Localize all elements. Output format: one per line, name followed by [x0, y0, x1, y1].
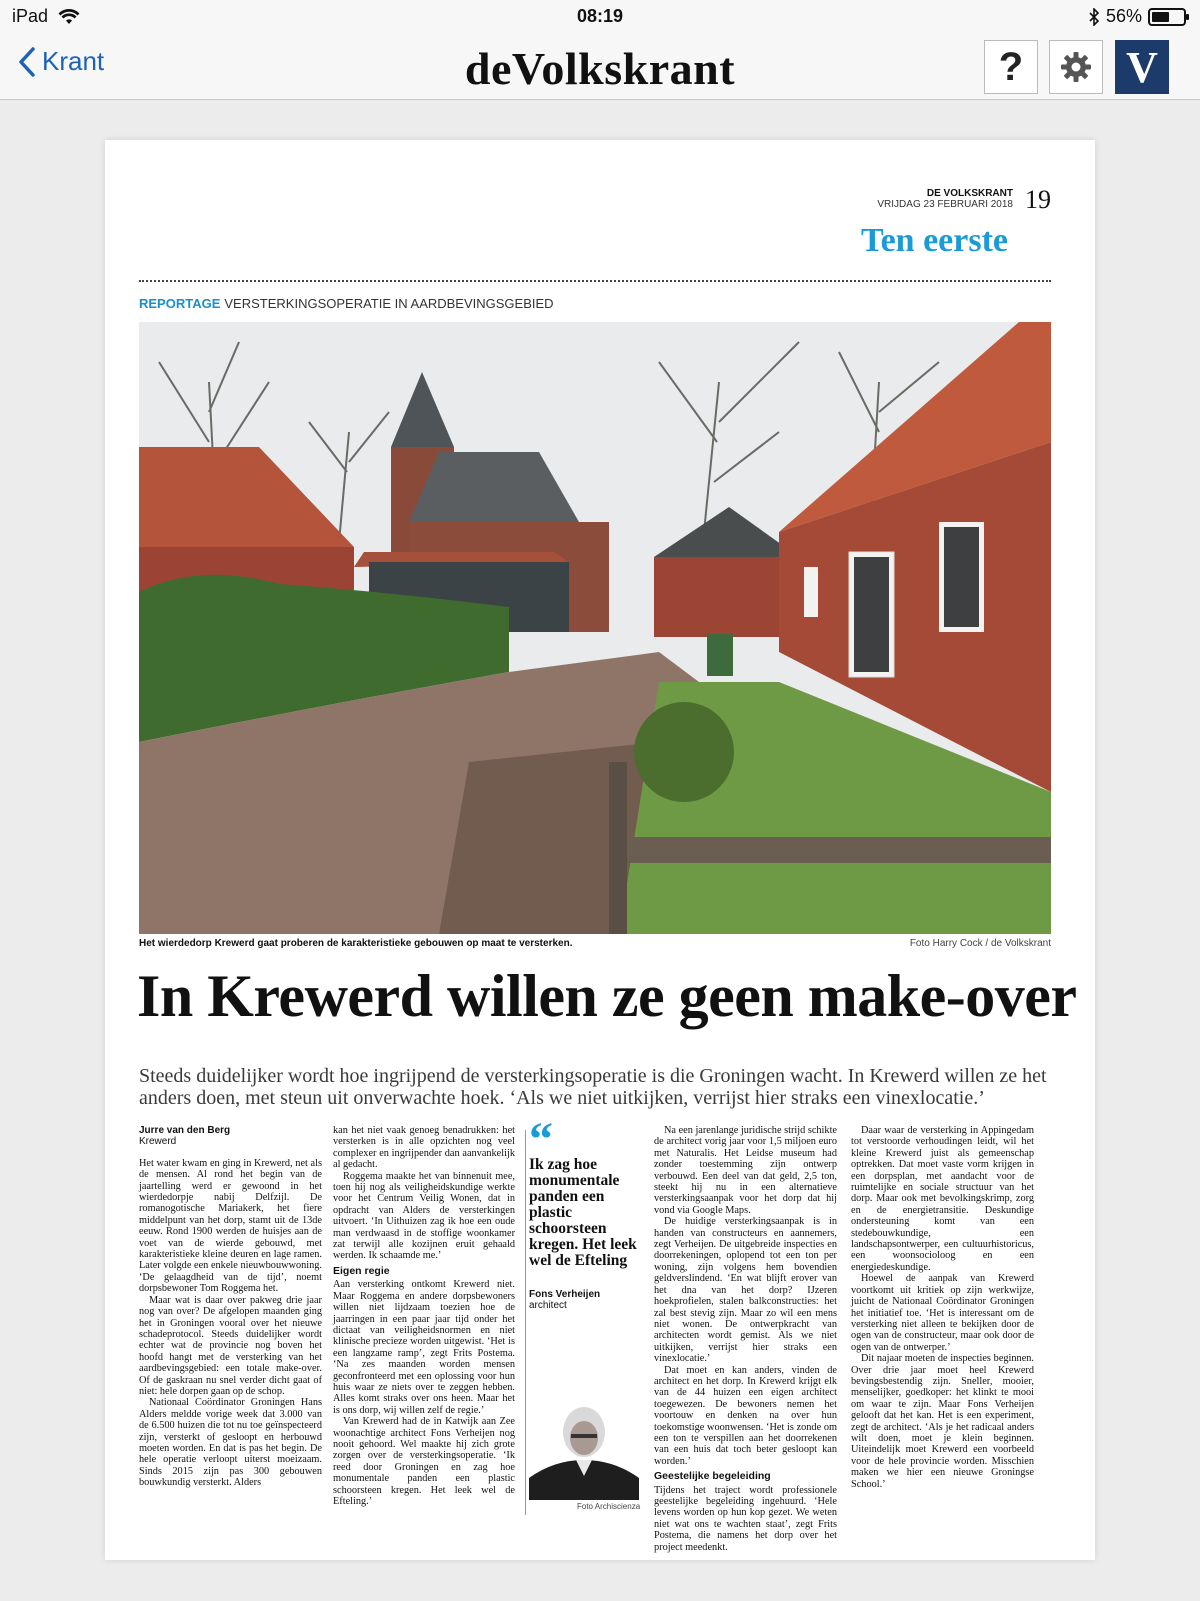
kicker	[139, 296, 554, 311]
paragraph: Dat moet en kan anders, vinden de architect en het dorp. In Krewerd krijgt elk van de 44 huizen een eigen architect toegewezen. De bewoners nemen het voortouw en denken na over hun toekomstige woonwensen. ‘Het is zonde om een ton te verspillen aan het doorrekenen van een huis dat toch beter gesloopt kan worden.’	[654, 1364, 837, 1467]
navigation-bar	[0, 32, 1200, 100]
paragraph: Hoewel de aanpak van Krewerd voortkomt uit kritiek op zijn werkwijze, juicht de Nationaal Coördinator Groningen het initiatief toe. ‘Het is interessant om de versterking niet alleen te bekijken door de ogen van de constructeur, maar ook door de ogen van de ontwerper.’	[851, 1273, 1034, 1353]
divider	[139, 280, 1051, 282]
paragraph: Maar wat is daar over pakweg drie jaar nog van over? De afgelopen maanden ging het in Groningen vooral over het nieuwe schadeprotocol. Steeds duidelijker wordt echter wat de provincie nog boven het hoofd hangt met de versterking van het aardbevingsgebied: een totale make-over. Of de gaskraan nu snel verder dicht gaat of niet: hele dorpen gaan op de schop.	[139, 1294, 322, 1397]
help-button[interactable]: ?	[984, 40, 1038, 94]
newspaper-page	[105, 140, 1095, 1560]
device-name: iPad	[12, 6, 49, 26]
publication-date: VRIJDAG 23 FEBRUARI 2018	[877, 199, 1013, 210]
bluetooth-icon	[1088, 8, 1100, 26]
subheading: Eigen regie	[333, 1264, 390, 1277]
pull-quote	[529, 1113, 639, 1312]
settings-button[interactable]	[1049, 40, 1103, 94]
caption-text: Het wierdedorp Krewerd gaat proberen de karakteristieke gebouwen op maat te versterken.	[139, 938, 573, 949]
paragraph: Aan versterking ontkomt Krewerd niet. Maar Roggema en andere dorpsbewoners willen niet lijdzaam toezien hoe de jaarringen in een paar jaar tijd onder het dictaat van veiligheidsnormen en niet klinische precieze worden uitgewist. ‘Het is een langzame ramp’, zegt Frits Postema. ‘Na zes maanden worden mensen geconfronteerd met een oplossing voor hun huis waar ze niets over te zeggen hebben. Alles komt straks over ons heen. Maar het is ons dorp, wij willen zelf de regie.’	[333, 1279, 515, 1416]
quote-role: architect	[529, 1300, 567, 1312]
kicker-text: VERSTERKINGSOPERATIE IN AARDBEVINGSGEBIED	[224, 296, 554, 311]
page-header	[877, 188, 1013, 210]
village-street-photo	[139, 322, 1051, 934]
article-column-1	[139, 1125, 322, 1489]
paragraph: Tijdens het traject wordt professionele geestelijke begeleiding ingehuurd. ‘Hele levens worden op hun kop gezet. We weten niet wat ons te wachten staat’, zegt Frits Postema, die namens het dorp over het project meedenkt.	[654, 1484, 837, 1553]
volkskrant-home-button[interactable]: V	[1115, 40, 1169, 94]
publication-name: DE VOLKSKRANT	[926, 188, 1013, 199]
paragraph: De huidige versterkingsaanpak is in handen van constructeurs en aannemers, zegt Verheijen. De uitgebreide inspecties en doorrekeningen, oplopend tot een ton per woning, zijn volgens hem bovendien geldverslindend. ‘En wat blijft erover van het dna van het dorp? IJzeren hoekprofielen, stalen balkconstructies: het zal best stevig zijn. Maar zo wil een mens niet wonen. De ontwerpkracht van architecten wordt gemist. Als we niet uitkijken, verrijst hier straks een vinexlocatie.’	[654, 1216, 837, 1365]
battery-percentage: 56%	[1105, 6, 1142, 26]
battery-icon	[1148, 8, 1186, 26]
kicker-label: REPORTAGE	[139, 296, 221, 311]
paragraph: Nationaal Coördinator Groningen Hans Alders meldde vorige week dat 3.000 van de 6.500 huizen die tot nu toe geïnspecteerd zijn, versterkt of gesloopt en herbouwd moeten worden. En dat is pas het begin. De hele operatie verloopt uiterst moeizaam. Sinds 2015 zijn pas 300 gebouwen bouwkundig versterkt. Alders	[139, 1397, 322, 1489]
clock: 08:19	[576, 6, 624, 26]
back-label: Krant	[42, 46, 105, 76]
page-number: 19	[1025, 185, 1051, 214]
column-divider	[525, 1130, 526, 1515]
portrait-image	[529, 1398, 639, 1500]
status-bar	[0, 0, 1200, 32]
dateline: Krewerd	[139, 1136, 177, 1148]
photo-caption	[139, 938, 1051, 949]
headline: In Krewerd willen ze geen make-over	[137, 963, 1077, 1029]
intro-text: Steeds duidelijker wordt hoe ingrijpend de versterkingsoperatie is die Groningen wacht. In Krewerd willen ze het anders doen, met steun uit onverwachte hoek. ‘Als we niet uitkijken, verrijst hier straks een vinexlocatie.’	[139, 1065, 1047, 1109]
gear-icon	[1059, 50, 1093, 84]
author-name: Jurre van den Berg	[139, 1125, 231, 1136]
paragraph: Van Krewerd had de in Katwijk aan Zee woonachtige architect Fons Verheijen nog nooit gehoord. Wel maakte hij zich grote zorgen over de versterkingsoperatie. ‘Ik reed door Groningen en zag hoe monumentale panden een plastic schoorsteen kregen. Het leek wel de Efteling.’	[333, 1416, 515, 1507]
paragraph: Roggema maakte het van binnenuit mee, toen hij nog als veiligheidskundige werkte voor het Centrum Veilig Wonen, dat in opdracht van Alders de versterkingen uitvoert. ‘In Uithuizen zag ik hoe een oude man verdwaasd in de stoffige woonkamer zat terwijl alle kozijnen eruit gehaald werden. Ik schaamde me.’	[333, 1170, 515, 1262]
subheading: Geestelijke begeleiding	[654, 1470, 771, 1483]
paragraph: Na een jarenlange juridische strijd schikte de architect vorig jaar voor 1,5 miljoen euro met Naturalis. Het Leidse museum had zonder toestemming zijn ontwerp verbouwd. Een deel van dat geld, 2,5 ton, steekt hij nu in een alternatieve versterkingsaanpak voor het dorp dat hij vond via Google Maps.	[654, 1125, 837, 1216]
photo-credit: Foto Harry Cock / de Volkskrant	[909, 938, 1051, 949]
main-photo	[139, 322, 1051, 934]
portrait-credit: Foto Archiscienza	[577, 1502, 641, 1511]
paragraph: Dit najaar moeten de inspecties beginnen. Over drie jaar moet heel Krewerd bevingsbestendig zijn. Sneller, mooier, menselijker, goedkoper: het klinkt te mooi om waar te zijn. Maar Fons Verheijen gelooft dat het kan. Het is een experiment, zegt de architect. ‘Als je het radicaal anders wilt doen, moet je klein beginnen. Uiteindelijk moet Krewerd een voorbeeld voor de hele provincie worden. Misschien maken we hier een nieuwe Groningse School.’	[851, 1353, 1034, 1490]
portrait-photo	[529, 1398, 639, 1500]
quote-icon: “	[529, 1113, 553, 1166]
paragraph: kan het niet vaak genoeg benadrukken: het versterken is in alle opzichten nog veel complexer en ingrijpender dan aanvankelijk al gedacht.	[333, 1125, 515, 1171]
article-column-5	[851, 1125, 1034, 1490]
paragraph: Het water kwam en ging in Krewerd, net als de mensen. Al rond het begin van de jaartelling werd er gewoond in het wierdedorpje nabij Delfzijl. De romanogotische Mariakerk, het fiere middelpunt van het dorp, stamt uit de 13de eeuw. Rond 1900 werden de huisjes aan de voet van de wierde gebouwd, met karakteristieke kleine deuren en lage ramen. Later volgde een enkele nieuwbouwwoning. ‘De gelaagdheid van de tijd’, noemt dorpsbewoner Tom Roggema het.	[139, 1157, 322, 1295]
brand-logo: deVolkskrant	[464, 43, 736, 94]
article-column-2	[333, 1125, 515, 1507]
article-column-4	[654, 1125, 837, 1553]
quote-name: Fons Verheijen	[529, 1289, 601, 1300]
paragraph: Daar waar de versterking in Appingedam tot verstoorde verhoudingen leidt, wil het kleine Krewerd juist als gemeenschap optrekken. Dat moet vaste vorm krijgen in een dorpsplan, met aandacht voor de ruimtelijke en sociale structuur van het dorp. Maar ook met bevolkingskrimp, zorg en de energietransitie. Deskundige ondersteuning komt van een stedebouwkundige, een landschapsontwerper, een cultuurhistoricus, een woonsocioloog en een energiedeskundige.	[851, 1125, 1034, 1273]
section-title: Ten eerste	[861, 222, 1008, 259]
quote-text: Ik zag hoe monumentale panden een plastic schoorsteen kregen. Het leek wel de Efteling	[529, 1156, 637, 1269]
